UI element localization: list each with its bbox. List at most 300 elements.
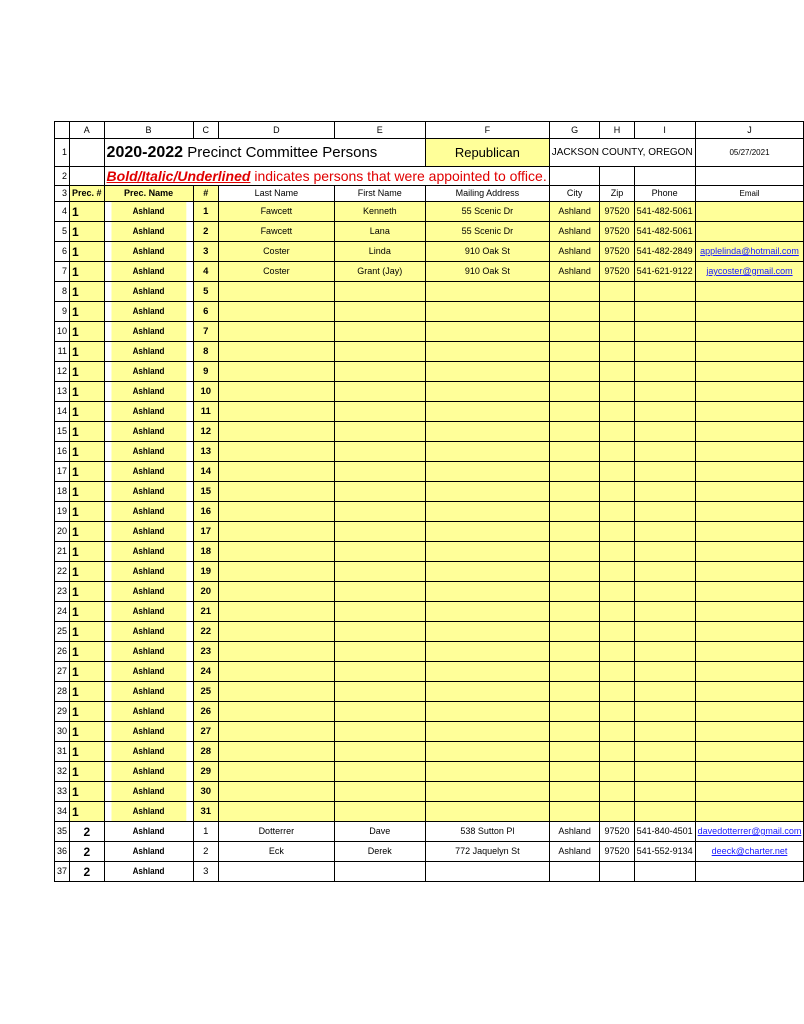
row-number[interactable]: 31 [55, 742, 70, 762]
prec-name-cell[interactable]: Ashland [111, 542, 187, 562]
zip-cell[interactable] [600, 582, 634, 602]
phone-cell[interactable]: 541-621-9122 [634, 262, 695, 282]
phone-cell[interactable] [634, 642, 695, 662]
prec-name-cell[interactable]: Ashland [111, 502, 187, 522]
prec-name-cell[interactable]: Ashland [111, 522, 187, 542]
city-cell[interactable]: Ashland [549, 222, 600, 242]
prec-num-cell[interactable]: 1 [70, 522, 105, 542]
phone-cell[interactable] [634, 462, 695, 482]
first-name-cell[interactable] [334, 782, 425, 802]
prec-num-cell[interactable]: 1 [70, 682, 105, 702]
row-number[interactable]: 26 [55, 642, 70, 662]
phone-cell[interactable] [634, 442, 695, 462]
email-cell[interactable] [695, 622, 804, 642]
zip-cell[interactable] [600, 442, 634, 462]
number-cell[interactable]: 2 [193, 222, 218, 242]
row-number[interactable]: 32 [55, 762, 70, 782]
zip-cell[interactable] [600, 482, 634, 502]
row-number[interactable]: 27 [55, 662, 70, 682]
row-number[interactable]: 18 [55, 482, 70, 502]
email-cell[interactable] [695, 562, 804, 582]
number-cell[interactable]: 24 [193, 662, 218, 682]
phone-cell[interactable] [634, 742, 695, 762]
phone-cell[interactable] [634, 322, 695, 342]
prec-num-cell[interactable]: 2 [70, 842, 105, 862]
phone-cell[interactable]: 541-482-2849 [634, 242, 695, 262]
row-number[interactable]: 22 [55, 562, 70, 582]
email-cell[interactable] [695, 242, 804, 262]
city-cell[interactable] [549, 422, 600, 442]
number-cell[interactable]: 20 [193, 582, 218, 602]
prec-name-cell[interactable]: Ashland [111, 362, 187, 382]
prec-name-cell[interactable]: Ashland [111, 802, 187, 822]
email-cell[interactable] [695, 862, 804, 882]
number-cell[interactable]: 2 [193, 842, 218, 862]
prec-num-cell[interactable]: 1 [70, 642, 105, 662]
prec-num-cell[interactable]: 1 [70, 722, 105, 742]
row-number[interactable]: 16 [55, 442, 70, 462]
address-cell[interactable] [425, 462, 549, 482]
city-cell[interactable] [549, 442, 600, 462]
city-cell[interactable] [549, 462, 600, 482]
zip-cell[interactable] [600, 742, 634, 762]
first-name-cell[interactable] [334, 402, 425, 422]
row-number[interactable]: 13 [55, 382, 70, 402]
email-cell[interactable] [695, 442, 804, 462]
phone-cell[interactable] [634, 862, 695, 882]
last-name-cell[interactable]: Fawcett [219, 222, 335, 242]
prec-name-cell[interactable]: Ashland [111, 382, 187, 402]
number-cell[interactable]: 17 [193, 522, 218, 542]
first-name-cell[interactable] [334, 442, 425, 462]
email-cell[interactable] [695, 762, 804, 782]
email-cell[interactable] [695, 302, 804, 322]
prec-num-cell[interactable]: 1 [70, 242, 105, 262]
first-name-cell[interactable] [334, 502, 425, 522]
phone-cell[interactable] [634, 622, 695, 642]
row-number[interactable]: 28 [55, 682, 70, 702]
city-cell[interactable] [549, 602, 600, 622]
phone-cell[interactable] [634, 422, 695, 442]
number-cell[interactable]: 23 [193, 642, 218, 662]
prec-name-cell[interactable]: Ashland [111, 782, 187, 802]
row-number[interactable]: 23 [55, 582, 70, 602]
address-cell[interactable]: 55 Scenic Dr [425, 202, 549, 222]
cell[interactable] [70, 167, 105, 186]
number-cell[interactable]: 8 [193, 342, 218, 362]
first-name-cell[interactable] [334, 562, 425, 582]
row-number[interactable]: 9 [55, 302, 70, 322]
row-number[interactable]: 3 [55, 186, 70, 202]
first-name-cell[interactable] [334, 462, 425, 482]
address-cell[interactable] [425, 542, 549, 562]
city-cell[interactable] [549, 562, 600, 582]
number-cell[interactable]: 31 [193, 802, 218, 822]
address-cell[interactable] [425, 722, 549, 742]
prec-num-cell[interactable]: 1 [70, 362, 105, 382]
number-cell[interactable]: 11 [193, 402, 218, 422]
email-cell[interactable] [695, 822, 804, 842]
city-cell[interactable] [549, 382, 600, 402]
city-cell[interactable] [549, 362, 600, 382]
address-cell[interactable] [425, 322, 549, 342]
phone-cell[interactable] [634, 722, 695, 742]
prec-name-cell[interactable]: Ashland [111, 262, 187, 282]
last-name-cell[interactable] [219, 742, 335, 762]
prec-name-cell[interactable]: Ashland [111, 662, 187, 682]
phone-cell[interactable] [634, 362, 695, 382]
prec-num-cell[interactable]: 1 [70, 802, 105, 822]
column-header[interactable]: J [695, 122, 804, 139]
prec-name-cell[interactable]: Ashland [111, 642, 187, 662]
address-cell[interactable] [425, 862, 549, 882]
first-name-cell[interactable] [334, 722, 425, 742]
number-cell[interactable]: 6 [193, 302, 218, 322]
city-cell[interactable]: Ashland [549, 822, 600, 842]
phone-cell[interactable] [634, 502, 695, 522]
last-name-cell[interactable] [219, 302, 335, 322]
phone-cell[interactable] [634, 382, 695, 402]
zip-cell[interactable] [600, 502, 634, 522]
first-name-cell[interactable]: Linda [334, 242, 425, 262]
email-cell[interactable] [695, 602, 804, 622]
prec-num-cell[interactable]: 1 [70, 482, 105, 502]
header-email[interactable]: Email [695, 186, 804, 202]
city-cell[interactable] [549, 662, 600, 682]
zip-cell[interactable] [600, 542, 634, 562]
header-last-name[interactable]: Last Name [219, 186, 335, 202]
number-cell[interactable]: 15 [193, 482, 218, 502]
last-name-cell[interactable] [219, 562, 335, 582]
first-name-cell[interactable] [334, 662, 425, 682]
prec-name-cell[interactable]: Ashland [111, 202, 187, 222]
last-name-cell[interactable] [219, 682, 335, 702]
prec-num-cell[interactable]: 1 [70, 442, 105, 462]
first-name-cell[interactable] [334, 642, 425, 662]
phone-cell[interactable] [634, 282, 695, 302]
address-cell[interactable] [425, 562, 549, 582]
number-cell[interactable]: 3 [193, 862, 218, 882]
zip-cell[interactable] [600, 342, 634, 362]
number-cell[interactable]: 22 [193, 622, 218, 642]
number-cell[interactable]: 12 [193, 422, 218, 442]
email-cell[interactable] [695, 582, 804, 602]
email-cell[interactable] [695, 422, 804, 442]
phone-cell[interactable] [634, 562, 695, 582]
prec-name-cell[interactable]: Ashland [111, 422, 187, 442]
phone-cell[interactable] [634, 802, 695, 822]
city-cell[interactable] [549, 502, 600, 522]
last-name-cell[interactable] [219, 662, 335, 682]
first-name-cell[interactable]: Kenneth [334, 202, 425, 222]
last-name-cell[interactable] [219, 522, 335, 542]
first-name-cell[interactable] [334, 302, 425, 322]
email-cell[interactable] [695, 522, 804, 542]
last-name-cell[interactable] [219, 502, 335, 522]
last-name-cell[interactable] [219, 642, 335, 662]
address-cell[interactable] [425, 702, 549, 722]
email-cell[interactable] [695, 482, 804, 502]
prec-num-cell[interactable]: 1 [70, 582, 105, 602]
column-header[interactable]: H [600, 122, 634, 139]
row-number[interactable]: 35 [55, 822, 70, 842]
address-cell[interactable] [425, 762, 549, 782]
address-cell[interactable] [425, 502, 549, 522]
email-cell[interactable] [695, 402, 804, 422]
address-cell[interactable] [425, 282, 549, 302]
last-name-cell[interactable] [219, 482, 335, 502]
prec-num-cell[interactable]: 1 [70, 562, 105, 582]
prec-num-cell[interactable]: 1 [70, 782, 105, 802]
first-name-cell[interactable] [334, 702, 425, 722]
city-cell[interactable] [549, 802, 600, 822]
last-name-cell[interactable] [219, 782, 335, 802]
city-cell[interactable] [549, 402, 600, 422]
first-name-cell[interactable]: Derek [334, 842, 425, 862]
last-name-cell[interactable] [219, 382, 335, 402]
address-cell[interactable] [425, 522, 549, 542]
number-cell[interactable]: 7 [193, 322, 218, 342]
zip-cell[interactable] [600, 322, 634, 342]
phone-cell[interactable] [634, 302, 695, 322]
first-name-cell[interactable]: Dave [334, 822, 425, 842]
address-cell[interactable] [425, 742, 549, 762]
prec-name-cell[interactable]: Ashland [111, 242, 187, 262]
party-cell[interactable]: Republican [425, 139, 549, 167]
date-cell[interactable]: 05/27/2021 [695, 139, 804, 167]
zip-cell[interactable]: 97520 [600, 262, 634, 282]
first-name-cell[interactable] [334, 542, 425, 562]
number-cell[interactable]: 19 [193, 562, 218, 582]
last-name-cell[interactable] [219, 362, 335, 382]
phone-cell[interactable]: 541-482-5061 [634, 222, 695, 242]
phone-cell[interactable]: 541-482-5061 [634, 202, 695, 222]
address-cell[interactable] [425, 582, 549, 602]
zip-cell[interactable] [600, 782, 634, 802]
city-cell[interactable]: Ashland [549, 842, 600, 862]
prec-num-cell[interactable]: 1 [70, 202, 105, 222]
number-cell[interactable]: 29 [193, 762, 218, 782]
zip-cell[interactable] [600, 562, 634, 582]
address-cell[interactable] [425, 362, 549, 382]
prec-name-cell[interactable]: Ashland [111, 322, 187, 342]
zip-cell[interactable] [600, 622, 634, 642]
last-name-cell[interactable] [219, 402, 335, 422]
first-name-cell[interactable]: Lana [334, 222, 425, 242]
phone-cell[interactable] [634, 542, 695, 562]
number-cell[interactable]: 27 [193, 722, 218, 742]
email-cell[interactable] [695, 322, 804, 342]
address-cell[interactable] [425, 482, 549, 502]
prec-name-cell[interactable]: Ashland [111, 722, 187, 742]
zip-cell[interactable]: 97520 [600, 842, 634, 862]
row-number[interactable]: 25 [55, 622, 70, 642]
number-cell[interactable]: 13 [193, 442, 218, 462]
phone-cell[interactable]: 541-552-9134 [634, 842, 695, 862]
prec-name-cell[interactable]: Ashland [111, 682, 187, 702]
city-cell[interactable] [549, 322, 600, 342]
row-number[interactable]: 12 [55, 362, 70, 382]
header-mailing-address[interactable]: Mailing Address [425, 186, 549, 202]
zip-cell[interactable] [600, 422, 634, 442]
row-number[interactable]: 21 [55, 542, 70, 562]
address-cell[interactable]: 910 Oak St [425, 242, 549, 262]
cell[interactable] [600, 167, 634, 186]
column-header[interactable]: E [334, 122, 425, 139]
prec-name-cell[interactable]: Ashland [111, 842, 187, 862]
city-cell[interactable] [549, 642, 600, 662]
row-number[interactable]: 20 [55, 522, 70, 542]
zip-cell[interactable] [600, 282, 634, 302]
subtitle[interactable] [104, 167, 549, 186]
last-name-cell[interactable] [219, 762, 335, 782]
address-cell[interactable] [425, 422, 549, 442]
first-name-cell[interactable] [334, 342, 425, 362]
number-cell[interactable]: 14 [193, 462, 218, 482]
last-name-cell[interactable]: Dotterrer [219, 822, 335, 842]
address-cell[interactable] [425, 642, 549, 662]
email-cell[interactable] [695, 782, 804, 802]
prec-name-cell[interactable]: Ashland [111, 582, 187, 602]
phone-cell[interactable] [634, 582, 695, 602]
prec-num-cell[interactable]: 2 [70, 822, 105, 842]
last-name-cell[interactable] [219, 342, 335, 362]
phone-cell[interactable] [634, 762, 695, 782]
number-cell[interactable]: 18 [193, 542, 218, 562]
row-number[interactable]: 36 [55, 842, 70, 862]
last-name-cell[interactable] [219, 462, 335, 482]
last-name-cell[interactable] [219, 702, 335, 722]
column-header[interactable]: D [219, 122, 335, 139]
phone-cell[interactable] [634, 782, 695, 802]
email-link[interactable]: deeck@charter.net [711, 846, 788, 856]
phone-cell[interactable] [634, 402, 695, 422]
zip-cell[interactable] [600, 382, 634, 402]
last-name-cell[interactable]: Coster [219, 262, 335, 282]
phone-cell[interactable] [634, 682, 695, 702]
email-cell[interactable] [695, 742, 804, 762]
address-cell[interactable] [425, 302, 549, 322]
first-name-cell[interactable] [334, 682, 425, 702]
address-cell[interactable]: 55 Scenic Dr [425, 222, 549, 242]
prec-num-cell[interactable]: 1 [70, 462, 105, 482]
prec-num-cell[interactable]: 1 [70, 662, 105, 682]
zip-cell[interactable] [600, 762, 634, 782]
email-cell[interactable] [695, 842, 804, 862]
prec-num-cell[interactable]: 2 [70, 862, 105, 882]
prec-num-cell[interactable]: 1 [70, 282, 105, 302]
zip-cell[interactable] [600, 662, 634, 682]
phone-cell[interactable] [634, 662, 695, 682]
prec-name-cell[interactable]: Ashland [111, 222, 187, 242]
header-prec-num[interactable]: Prec. # [70, 186, 105, 202]
email-cell[interactable] [695, 662, 804, 682]
city-cell[interactable] [549, 742, 600, 762]
prec-name-cell[interactable]: Ashland [111, 342, 187, 362]
number-cell[interactable]: 1 [193, 822, 218, 842]
city-cell[interactable] [549, 682, 600, 702]
number-cell[interactable]: 1 [193, 202, 218, 222]
city-cell[interactable] [549, 542, 600, 562]
row-number[interactable]: 11 [55, 342, 70, 362]
first-name-cell[interactable] [334, 582, 425, 602]
page-title[interactable] [104, 139, 425, 167]
city-cell[interactable] [549, 702, 600, 722]
city-cell[interactable] [549, 582, 600, 602]
address-cell[interactable] [425, 622, 549, 642]
number-cell[interactable]: 16 [193, 502, 218, 522]
prec-name-cell[interactable]: Ashland [111, 862, 187, 882]
first-name-cell[interactable] [334, 422, 425, 442]
email-cell[interactable] [695, 542, 804, 562]
address-cell[interactable] [425, 342, 549, 362]
last-name-cell[interactable] [219, 862, 335, 882]
prec-num-cell[interactable]: 1 [70, 382, 105, 402]
first-name-cell[interactable] [334, 362, 425, 382]
email-link[interactable]: davedotterrer@gmail.com [697, 826, 802, 836]
city-cell[interactable]: Ashland [549, 262, 600, 282]
first-name-cell[interactable] [334, 602, 425, 622]
city-cell[interactable] [549, 622, 600, 642]
email-link[interactable]: applelinda@hotmail.com [700, 246, 799, 256]
city-cell[interactable] [549, 302, 600, 322]
phone-cell[interactable] [634, 482, 695, 502]
row-number[interactable]: 5 [55, 222, 70, 242]
email-cell[interactable] [695, 802, 804, 822]
number-cell[interactable]: 26 [193, 702, 218, 722]
row-number[interactable]: 34 [55, 802, 70, 822]
prec-num-cell[interactable]: 1 [70, 762, 105, 782]
prec-num-cell[interactable]: 1 [70, 402, 105, 422]
row-number[interactable]: 6 [55, 242, 70, 262]
email-cell[interactable] [695, 262, 804, 282]
email-cell[interactable] [695, 362, 804, 382]
prec-name-cell[interactable]: Ashland [111, 282, 187, 302]
zip-cell[interactable] [600, 302, 634, 322]
email-cell[interactable] [695, 282, 804, 302]
email-cell[interactable] [695, 202, 804, 222]
last-name-cell[interactable]: Fawcett [219, 202, 335, 222]
address-cell[interactable] [425, 802, 549, 822]
number-cell[interactable]: 5 [193, 282, 218, 302]
row-number[interactable]: 2 [55, 167, 70, 186]
row-number[interactable]: 33 [55, 782, 70, 802]
last-name-cell[interactable] [219, 282, 335, 302]
last-name-cell[interactable]: Coster [219, 242, 335, 262]
prec-num-cell[interactable]: 1 [70, 262, 105, 282]
last-name-cell[interactable] [219, 622, 335, 642]
last-name-cell[interactable] [219, 722, 335, 742]
prec-num-cell[interactable]: 1 [70, 542, 105, 562]
city-cell[interactable] [549, 722, 600, 742]
number-cell[interactable]: 3 [193, 242, 218, 262]
zip-cell[interactable] [600, 462, 634, 482]
cell[interactable] [634, 167, 695, 186]
city-cell[interactable] [549, 862, 600, 882]
prec-name-cell[interactable]: Ashland [111, 762, 187, 782]
prec-num-cell[interactable]: 1 [70, 742, 105, 762]
city-cell[interactable]: Ashland [549, 242, 600, 262]
zip-cell[interactable] [600, 802, 634, 822]
row-number[interactable]: 37 [55, 862, 70, 882]
address-cell[interactable] [425, 442, 549, 462]
prec-name-cell[interactable]: Ashland [111, 602, 187, 622]
zip-cell[interactable] [600, 862, 634, 882]
address-cell[interactable] [425, 402, 549, 422]
prec-num-cell[interactable]: 1 [70, 302, 105, 322]
prec-name-cell[interactable]: Ashland [111, 402, 187, 422]
row-number[interactable]: 29 [55, 702, 70, 722]
